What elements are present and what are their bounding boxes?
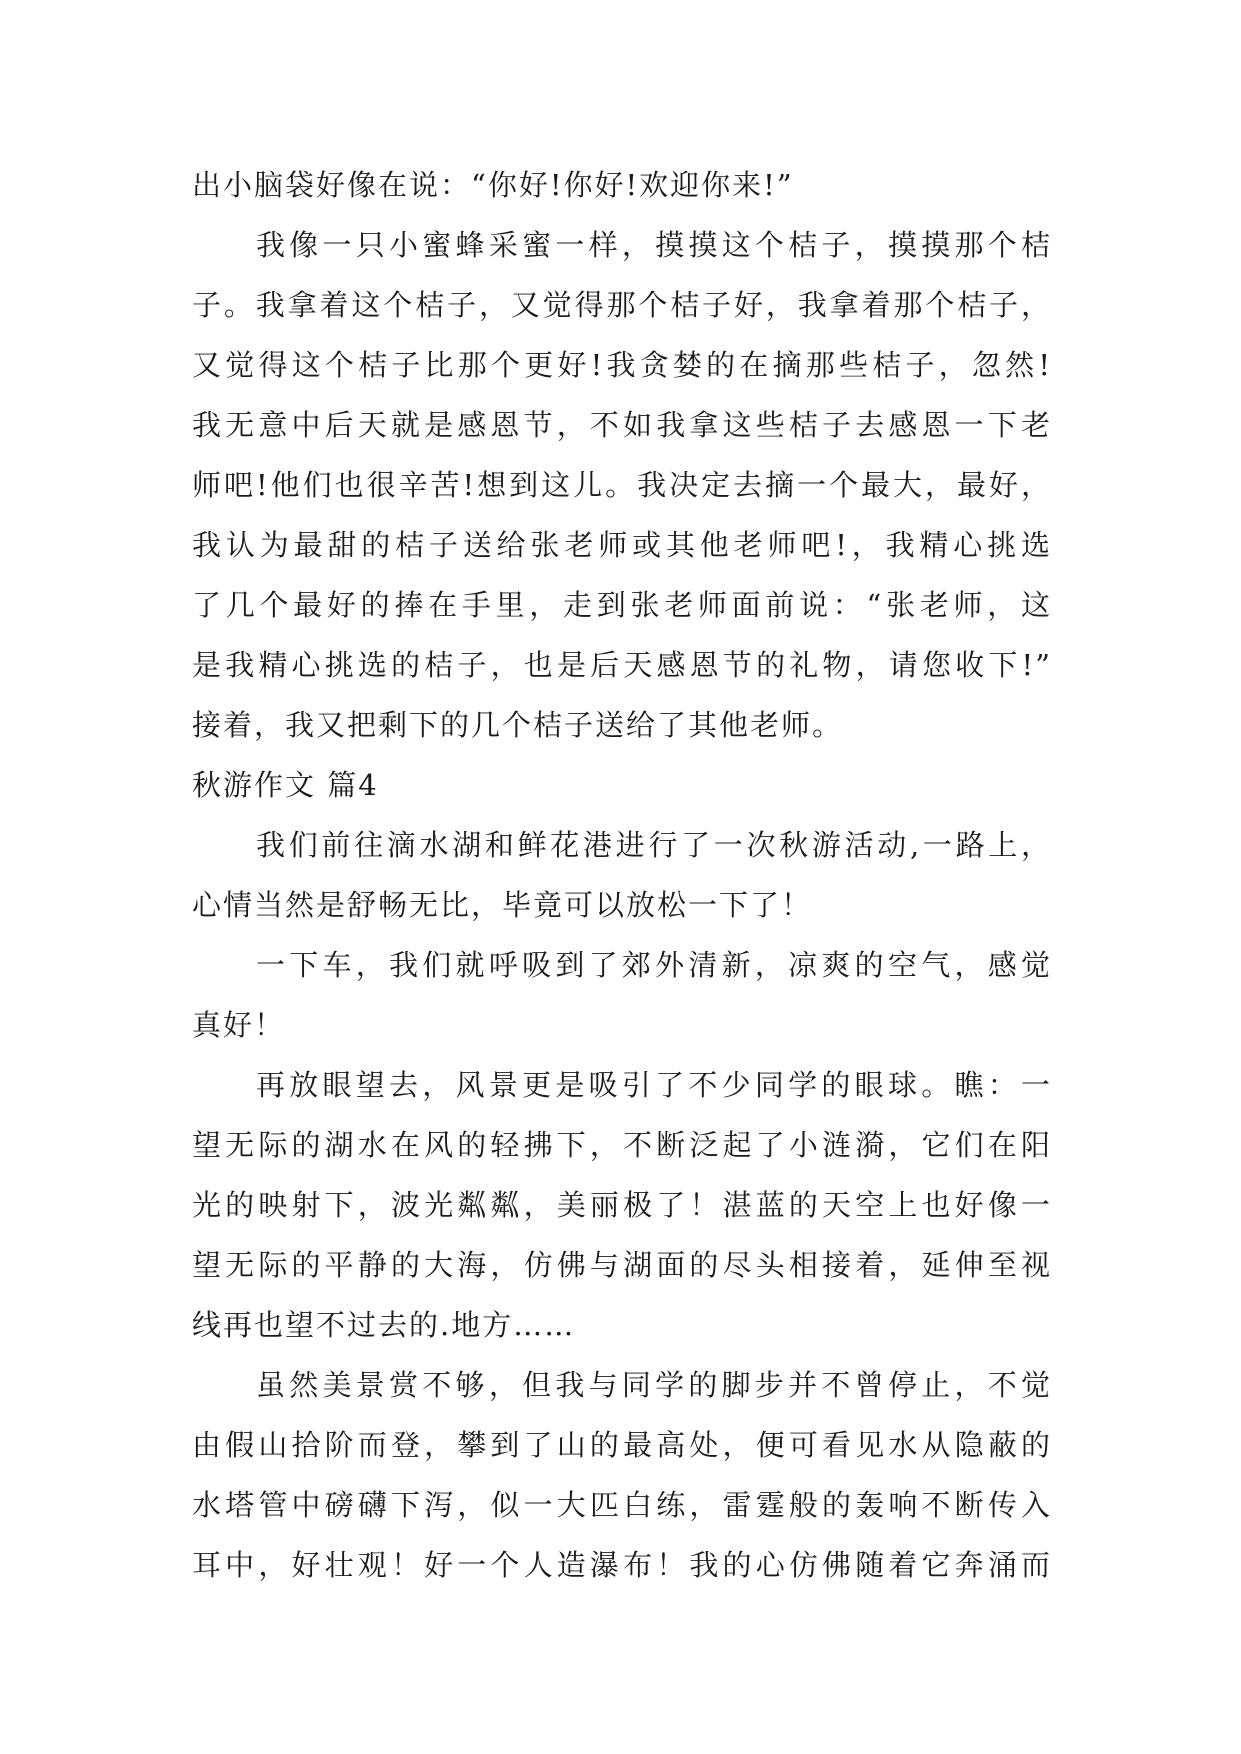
text-line: 我像一只小蜜蜂采蜜一样，摸摸这个桔子，摸摸那个桔 — [256, 228, 1052, 262]
paragraph-2 — [192, 215, 1052, 755]
text-line: 由假山拾阶而登，攀到了山的最高处，便可看见水从隐蔽的 — [192, 1428, 1052, 1462]
section-heading: 秋游作文 篇4 — [192, 768, 379, 802]
text-line: 耳中，好壮观！好一个人造瀑布！我的心仿佛随着它奔涌而 — [192, 1548, 1052, 1582]
text-line: 一下车，我们就呼吸到了郊外清新，凉爽的空气，感觉 — [256, 948, 1052, 982]
paragraph-3 — [192, 815, 1052, 935]
text-line: 望无际的平静的大海，仿佛与湖面的尽头相接着，延伸至视 — [192, 1248, 1052, 1282]
text-line: 真好！ — [192, 1008, 286, 1042]
text-line: 水塔管中磅礴下泻，似一大匹白练，雷霆般的轰响不断传入 — [192, 1488, 1052, 1522]
text-line: 虽然美景赏不够，但我与同学的脚步并不曾停止，不觉 — [256, 1368, 1052, 1402]
paragraph-4 — [192, 935, 1052, 1055]
text-line: 子。我拿着这个桔子，又觉得那个桔子好，我拿着那个桔子， — [192, 288, 1052, 322]
text-line: 我认为最甜的桔子送给张老师或其他老师吧!，我精心挑选 — [192, 528, 1052, 562]
text-line: 心情当然是舒畅无比，毕竟可以放松一下了！ — [192, 888, 813, 922]
text-line: 接着，我又把剩下的几个桔子送给了其他老师。 — [192, 708, 844, 742]
paragraph-1 — [192, 155, 1052, 215]
document-body — [192, 155, 1052, 1595]
text-line: 线再也望不过去的.地方…… — [192, 1308, 576, 1342]
text-line: 再放眼望去，风景更是吸引了不少同学的眼球。瞧：一 — [256, 1068, 1052, 1102]
text-line: 出小脑袋好像在说：“你好!你好!欢迎你来!” — [192, 168, 794, 202]
paragraph-5 — [192, 1055, 1052, 1355]
text-line: 光的映射下，波光粼粼，美丽极了！湛蓝的天空上也好像一 — [192, 1188, 1052, 1222]
text-line: 望无际的湖水在风的轻拂下，不断泛起了小涟漪，它们在阳 — [192, 1128, 1052, 1162]
text-line: 是我精心挑选的桔子，也是后天感恩节的礼物，请您收下!” — [192, 648, 1052, 682]
text-line: 了几个最好的捧在手里，走到张老师面前说：“张老师，这 — [192, 588, 1052, 622]
paragraph-6 — [192, 1355, 1052, 1595]
text-line: 我无意中后天就是感恩节，不如我拿这些桔子去感恩一下老 — [192, 408, 1052, 442]
text-line: 师吧!他们也很辛苦!想到这儿。我决定去摘一个最大，最好， — [192, 468, 1052, 502]
text-line: 我们前往滴水湖和鲜花港进行了一次秋游活动,一路上， — [256, 828, 1052, 862]
text-line: 又觉得这个桔子比那个更好!我贪婪的在摘那些桔子，忽然! — [192, 348, 1052, 382]
